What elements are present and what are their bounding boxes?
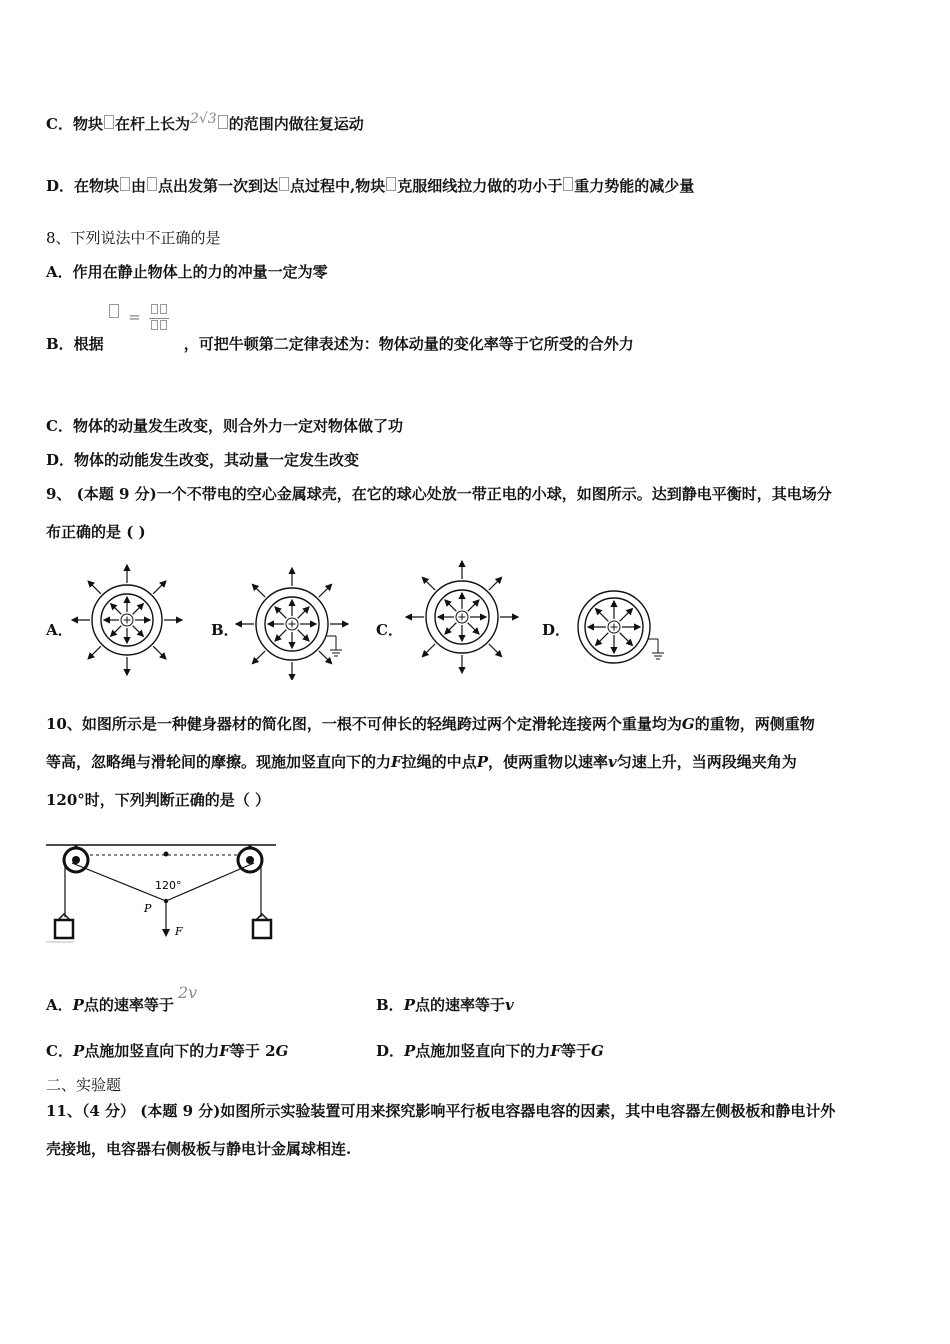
fig9c-inner-arrow	[468, 623, 479, 634]
q7-d-text-4: 点过程中,物块	[290, 177, 386, 195]
fig9c-inner-arrow	[445, 623, 456, 634]
q10-s1a: 10、如图所示是一种健身器材的简化图，一根不可伸长的轻绳跨过两个定滑轮连接两个重量均为	[46, 715, 682, 733]
q10-g: G	[681, 715, 695, 733]
fig9a-outer-arrow	[153, 581, 166, 594]
fig9b-outer-arrow	[319, 651, 332, 664]
fig9b-inner-arrow	[275, 607, 286, 618]
fig9c-inner-arrow	[445, 600, 456, 611]
q10-a-prefix: A．	[46, 996, 73, 1014]
q10-c-text: 点施加竖直向下的力	[84, 1042, 220, 1060]
q10-b-text: 点的速率等于	[414, 996, 505, 1014]
q10-option-c	[46, 1041, 288, 1061]
right-weight	[253, 920, 271, 938]
q10-option-d	[376, 1041, 604, 1061]
q7-c-formula: 2√3	[189, 111, 217, 127]
fig9c-outer-arrow	[489, 644, 502, 657]
q10-s2c: ，使两重物以速率	[487, 753, 608, 771]
fig9d-inner-arrow	[596, 609, 609, 622]
q8-option-d: D．物体的动能发生改变，其动量一定发生改变	[46, 451, 360, 469]
q7-c-text-1: C．物块	[46, 115, 103, 133]
q11-stem-line1: 11、（4 分） (本题 9 分)如图所示实验装置可用来探究影响平行板电容器电容的因素，其中电容器左侧极板和静电计外	[46, 1102, 836, 1120]
q8-formula: =	[108, 303, 169, 334]
q10-c-text2: 等于 2	[229, 1042, 276, 1060]
fig9c-outer-arrow	[422, 644, 435, 657]
q10-stem-line2	[46, 752, 797, 772]
q7-d-text-5: 克服细线拉力做的功小于	[397, 177, 563, 195]
q8-option-a: A．作用在静止物体上的力的冲量一定为零	[46, 263, 328, 281]
q9-label-a: A．	[46, 621, 73, 639]
q11-stem-line2: 壳接地，电容器右侧极板与静电计金属球相连.	[46, 1140, 352, 1158]
q7-c-text-2: 在杆上长为	[114, 115, 190, 133]
q8-stem: 8、下列说法中不正确的是	[46, 229, 221, 247]
q10-option-a	[46, 983, 198, 1015]
fig9b-inner-arrow	[298, 607, 309, 618]
q9-label-b: B．	[211, 621, 239, 639]
placeholder-glyph	[279, 177, 289, 191]
q10-stem-line3: 120°时，下列判断正确的是（ ）	[46, 791, 271, 809]
q9-figures	[0, 550, 950, 680]
fig9d-inner-arrow	[596, 633, 609, 646]
q10-c-p: P	[72, 1042, 85, 1060]
q10-b-prefix: B．	[376, 996, 404, 1014]
q10-option-b	[376, 995, 514, 1015]
placeholder-glyph	[120, 177, 130, 191]
fig9b-outer-arrow	[252, 584, 265, 597]
q10-d-f: F	[550, 1042, 561, 1060]
q10-c-g: G	[275, 1042, 289, 1060]
q10-c-f: F	[219, 1042, 230, 1060]
q10-pulley-figure	[44, 825, 279, 947]
q10-d-p: P	[404, 1042, 416, 1060]
q8-b-text-1: B．根据	[46, 335, 104, 353]
q7-d-text-3: 点出发第一次到达	[158, 177, 279, 195]
q10-s2a: 等高，忽略绳与滑轮间的摩擦。现施加竖直向下的力	[46, 753, 392, 771]
placeholder-glyph	[218, 115, 228, 129]
fig9a-outer-arrow	[88, 646, 101, 659]
fig9b-outer-arrow	[319, 584, 332, 597]
fig9a-inner-arrow	[133, 626, 144, 637]
q10-b-v: v	[504, 996, 514, 1014]
q10-b-p: P	[403, 996, 415, 1014]
fig9a-outer-arrow	[153, 646, 166, 659]
fig9b-inner-arrow	[275, 630, 286, 641]
q10-s1b: 的重物，两侧重物	[694, 715, 815, 733]
fig-f-label: F	[175, 925, 183, 938]
q7-c-text-3: 的范围内做往复运动	[228, 115, 364, 133]
q7-option-d	[46, 176, 694, 196]
fig9c-inner-arrow	[468, 600, 479, 611]
q10-v: v	[607, 753, 617, 771]
q9-stem-line1: 9、 (本题 9 分)一个不带电的空心金属球壳，在它的球心处放一带正电的小球，如图所示。达到静电平衡时，其电场分	[46, 485, 832, 503]
fig-angle-label: 120°	[155, 879, 182, 892]
placeholder-glyph	[147, 177, 157, 191]
q10-d-text2: 等于	[560, 1042, 591, 1060]
fig9c-outer-arrow	[489, 577, 502, 590]
q7-option-c	[46, 111, 364, 135]
q8-option-b	[46, 334, 634, 354]
fig9d-inner-arrow	[620, 633, 633, 646]
fig9a-inner-arrow	[111, 604, 122, 615]
q10-s2b: 拉绳的中点	[401, 753, 477, 771]
q9-label-c: C．	[376, 621, 403, 639]
q10-a-text: 点的速率等于	[83, 996, 174, 1014]
fig9c-outer-arrow	[422, 577, 435, 590]
fig9d-inner-arrow	[620, 609, 633, 622]
placeholder-glyph	[386, 177, 396, 191]
q10-stem-line1	[46, 714, 815, 734]
q10-d-text: 点施加竖直向下的力	[415, 1042, 551, 1060]
q10-a-p: P	[72, 996, 84, 1014]
q8-b-text-2: ，可把牛顿第二定律表述为：物体动量的变化率等于它所受的合外力	[183, 335, 634, 353]
q9-label-d: D．	[542, 621, 571, 639]
fig9b-inner-arrow	[298, 630, 309, 641]
q7-d-text-1: D．在物块	[46, 177, 120, 195]
placeholder-glyph	[104, 115, 114, 129]
q10-c-prefix: C．	[46, 1042, 73, 1060]
q10-s2d: 匀速上升，当两段绳夹角为	[616, 753, 797, 771]
placeholder-glyph	[563, 177, 573, 191]
fig9a-inner-arrow	[133, 604, 144, 615]
q7-d-text-6: 重力势能的减少量	[574, 177, 695, 195]
q10-d-prefix: D．	[376, 1042, 405, 1060]
q10-p: P	[476, 753, 488, 771]
fig9a-inner-arrow	[111, 626, 122, 637]
q10-a-value: 2v	[177, 983, 198, 1002]
q9-stem-line2: 布正确的是 ( )	[46, 523, 146, 541]
fig-p-label: P	[144, 902, 152, 915]
fig9b-outer-arrow	[252, 651, 265, 664]
q8-option-c: C．物体的动量发生改变，则合外力一定对物体做了功	[46, 417, 403, 435]
q10-f: F	[391, 753, 402, 771]
placeholder-glyph	[109, 304, 119, 318]
q10-d-g: G	[590, 1042, 604, 1060]
section-heading: 二、实验题	[46, 1076, 122, 1094]
q7-d-text-2: 由	[131, 177, 147, 195]
fig9a-outer-arrow	[88, 581, 101, 594]
left-weight	[55, 920, 73, 938]
